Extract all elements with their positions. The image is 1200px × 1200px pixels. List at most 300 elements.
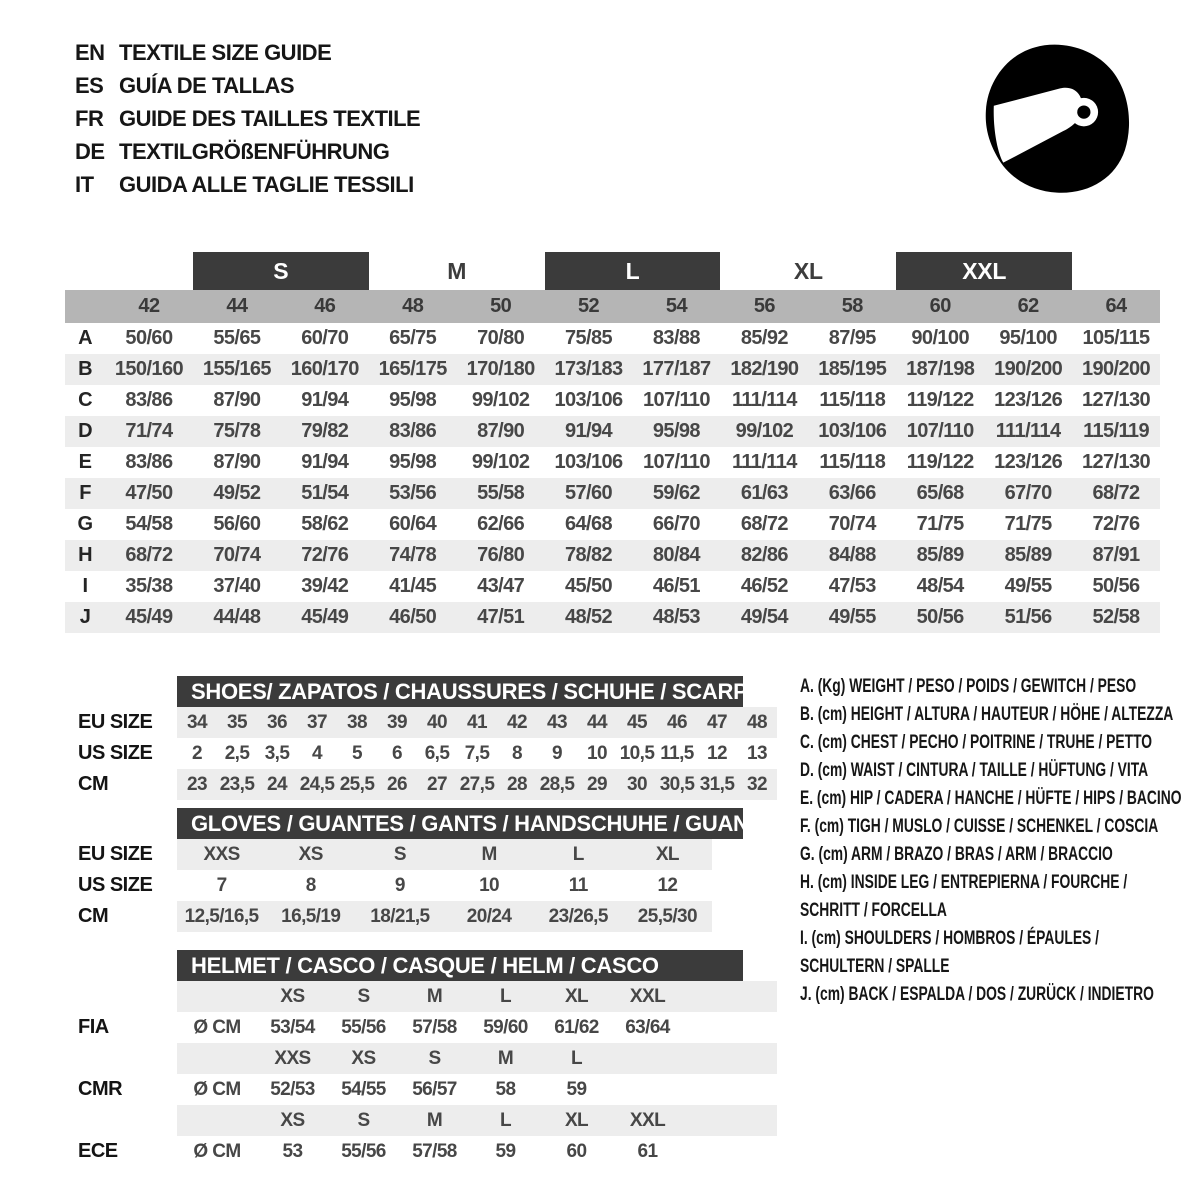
- section-row: [65, 769, 780, 800]
- row-values: [177, 1074, 777, 1105]
- cell: 23: [187, 773, 207, 795]
- cell: 50/56: [1092, 575, 1140, 597]
- cell: 45/50: [565, 575, 613, 597]
- cell: 190/200: [994, 358, 1063, 380]
- cell: 68/72: [1092, 482, 1140, 504]
- cell: 16,5/19: [281, 905, 341, 927]
- cell: 57/58: [412, 1140, 457, 1162]
- cell: 68/72: [740, 513, 788, 535]
- language-code: EN: [75, 40, 105, 65]
- cell: 70/74: [213, 544, 261, 566]
- cell: 155/165: [202, 358, 271, 380]
- cell: 34: [187, 711, 207, 733]
- shoes-section: [65, 676, 780, 800]
- cell: 55/58: [477, 482, 525, 504]
- legend-line: H. (cm) INSIDE LEG / ENTREPIERNA / FOURCHE /: [800, 871, 1128, 893]
- legend-line: C. (cm) CHEST / PECHO / POITRINE / TRUHE / PETTO: [800, 731, 1153, 753]
- row-letter: F: [79, 482, 91, 504]
- row-letter: C: [78, 389, 92, 411]
- legend-line: G. (cm) ARM / BRAZO / BRAS / ARM / BRACCIO: [800, 843, 1113, 865]
- cell: 57/60: [565, 482, 613, 504]
- cell: 115/119: [1083, 420, 1149, 442]
- cell: 99/102: [471, 451, 530, 473]
- language-row: [75, 36, 420, 69]
- cell: 2: [192, 742, 202, 764]
- legend-item: [800, 784, 1183, 812]
- cell: XS: [351, 1047, 376, 1069]
- row-letter: E: [78, 451, 92, 473]
- row-label: EU SIZE: [78, 711, 153, 733]
- legend-item: [800, 840, 1183, 868]
- cell: 119/122: [906, 451, 974, 473]
- cell: 28: [507, 773, 527, 795]
- size-group-l: L: [545, 252, 721, 290]
- cell: 60/64: [389, 513, 437, 535]
- table-row-j: [65, 602, 1160, 633]
- language-label: GUÍA DE TALLAS: [119, 73, 295, 98]
- cell: 48/53: [652, 606, 700, 628]
- numeric-size: 44: [226, 295, 248, 317]
- section-row: [65, 901, 780, 932]
- table-row-b: [65, 354, 1160, 385]
- language-row: [75, 135, 420, 168]
- row-label: [65, 1105, 177, 1136]
- cell: 55/65: [213, 327, 261, 349]
- cell: 7: [216, 874, 227, 896]
- cell: 111/114: [731, 389, 797, 411]
- row-label: ECE: [78, 1140, 118, 1162]
- row-values: [177, 1012, 777, 1043]
- legend-line: SCHULTERN / SPALLE: [800, 955, 950, 977]
- legend-item: [800, 672, 1183, 700]
- cell: 29: [587, 773, 607, 795]
- shoes-section-title: SHOES/ ZAPATOS / CHAUSSURES / SCHUHE / SCARPE: [177, 676, 743, 707]
- cell: 70/80: [477, 327, 525, 349]
- cell: 12,5/16,5: [184, 905, 259, 927]
- cell: 49/52: [213, 482, 261, 504]
- row-values: [177, 839, 712, 870]
- cell: 50/56: [916, 606, 964, 628]
- numeric-size: 46: [314, 295, 336, 317]
- cell: 4: [312, 742, 322, 764]
- cell: 48/54: [916, 575, 964, 597]
- cell: 111/114: [731, 451, 797, 473]
- row-values: [177, 1136, 777, 1167]
- cell: 13: [747, 742, 767, 764]
- section-row: [65, 707, 780, 738]
- cell: 90/100: [911, 327, 969, 349]
- cell: [612, 1043, 683, 1074]
- cell: M: [481, 843, 497, 865]
- table-row-g: [65, 509, 1160, 540]
- row-letter: I: [82, 575, 88, 597]
- cell: 49/55: [1004, 575, 1052, 597]
- cell: 63/66: [828, 482, 876, 504]
- row-values: [177, 901, 712, 932]
- language-row: [75, 69, 420, 102]
- section-row: [65, 1105, 780, 1136]
- legend-line: D. (cm) WAIST / CINTURA / TAILLE / HÜFTUNG / VITA: [800, 759, 1149, 781]
- language-row: [75, 102, 420, 135]
- cell: 87/90: [213, 389, 261, 411]
- section-row: [65, 1136, 780, 1167]
- cell: 185/195: [818, 358, 887, 380]
- section-row: [65, 1012, 780, 1043]
- section-row: [65, 1043, 780, 1074]
- cell: 85/89: [1004, 544, 1052, 566]
- cell: 115/118: [819, 389, 886, 411]
- legend-line: B. (cm) HEIGHT / ALTURA / HAUTEUR / HÖHE / ALTEZZA: [800, 703, 1174, 725]
- cell: 7,5: [464, 742, 490, 764]
- cell: 115/118: [819, 451, 886, 473]
- cell: 24: [267, 773, 287, 795]
- cell: 47/53: [828, 575, 876, 597]
- row-label: [65, 981, 177, 1012]
- cell: 56/60: [213, 513, 261, 535]
- cell: 61: [637, 1140, 658, 1162]
- cell: XS: [298, 843, 323, 865]
- section-row: [65, 738, 780, 769]
- cell: Ø CM: [193, 1140, 241, 1162]
- size-group-s: S: [193, 252, 369, 290]
- cell: 5: [352, 742, 362, 764]
- table-row-c: [65, 385, 1160, 416]
- cell: 31,5: [699, 773, 735, 795]
- cell: M: [426, 985, 443, 1007]
- cell: 55/56: [341, 1140, 386, 1162]
- cell: 60: [566, 1140, 587, 1162]
- cell: 50/60: [125, 327, 173, 349]
- measurement-legend: [800, 672, 1200, 1008]
- cell: 65/68: [916, 482, 964, 504]
- cell: 57/58: [412, 1016, 457, 1038]
- cell: 41/45: [389, 575, 437, 597]
- row-letter: H: [78, 544, 92, 566]
- cell: 25,5: [339, 773, 375, 795]
- row-values: [177, 707, 777, 738]
- cell: 61/62: [554, 1016, 599, 1038]
- cell: 11: [568, 874, 588, 896]
- cell: 83/86: [125, 451, 173, 473]
- cell: 127/130: [1081, 451, 1151, 473]
- cell: 39: [387, 711, 407, 733]
- language-label: GUIDA ALLE TAGLIE TESSILI: [119, 172, 414, 197]
- cell: 59: [495, 1140, 516, 1162]
- cell: 91/94: [301, 389, 349, 411]
- cell: 160/170: [290, 358, 359, 380]
- row-label: US SIZE: [78, 742, 153, 764]
- legend-item: [800, 756, 1183, 784]
- cell: 30: [627, 773, 647, 795]
- cell: 23/26,5: [548, 905, 608, 927]
- cell: 47: [707, 711, 727, 733]
- size-group-xxl: XXL: [896, 252, 1072, 290]
- numeric-size: 62: [1017, 295, 1039, 317]
- cell: 74/78: [389, 544, 437, 566]
- cell: 12: [707, 742, 727, 764]
- cell: 52/58: [1092, 606, 1140, 628]
- cell: 10,5: [619, 742, 655, 764]
- cell: 105/115: [1082, 327, 1150, 349]
- cell: 103/106: [818, 420, 887, 442]
- section-row: [65, 870, 780, 901]
- cell: M: [426, 1109, 443, 1131]
- cell: 187/198: [906, 358, 975, 380]
- language-code: ES: [75, 73, 104, 98]
- section-row: [65, 1074, 780, 1105]
- cell: 170/180: [466, 358, 535, 380]
- cell: M: [497, 1047, 514, 1069]
- cell: 44/48: [213, 606, 261, 628]
- cell: 48/52: [565, 606, 613, 628]
- cell: 46/50: [389, 606, 437, 628]
- legend-item: [800, 980, 1183, 1008]
- cell: L: [499, 985, 511, 1007]
- cell: 36: [267, 711, 287, 733]
- numeric-size: 60: [929, 295, 951, 317]
- cell: 59/62: [652, 482, 700, 504]
- table-row-a: [65, 323, 1160, 354]
- cell: 72/76: [301, 544, 349, 566]
- cell: 27: [427, 773, 447, 795]
- cell: 103/106: [554, 451, 623, 473]
- cell: 85/89: [916, 544, 964, 566]
- cell: 95/98: [652, 420, 700, 442]
- language-code: IT: [75, 172, 94, 197]
- cell: 49/54: [740, 606, 788, 628]
- language-code: FR: [75, 106, 104, 131]
- gloves-section: [65, 808, 780, 932]
- cell: 58/62: [301, 513, 349, 535]
- numeric-size: 56: [753, 295, 775, 317]
- cell: 53/56: [389, 482, 437, 504]
- cell: XXS: [274, 1047, 311, 1069]
- cell: 123/126: [994, 451, 1063, 473]
- cell: 59: [566, 1078, 587, 1100]
- row-label: [65, 1043, 177, 1074]
- table-row-i: [65, 571, 1160, 602]
- row-label: EU SIZE: [78, 843, 153, 865]
- row-letter: D: [78, 420, 92, 442]
- cell: 20/24: [466, 905, 512, 927]
- cell: 87/90: [213, 451, 261, 473]
- cell: 119/122: [906, 389, 974, 411]
- cell: 48: [747, 711, 767, 733]
- cell: 76/80: [477, 544, 525, 566]
- cell: 18/21,5: [370, 905, 430, 927]
- row-values: [177, 870, 712, 901]
- cell: 35: [227, 711, 247, 733]
- cell: XL: [655, 843, 679, 865]
- cell: 107/110: [642, 451, 710, 473]
- cell: 39/42: [301, 575, 349, 597]
- cell: 71/75: [916, 513, 964, 535]
- cell: 3,5: [264, 742, 290, 764]
- cell: 25,5/30: [637, 905, 697, 927]
- cell: 30,5: [659, 773, 695, 795]
- cell: 45/49: [125, 606, 173, 628]
- cell: 65/75: [389, 327, 437, 349]
- cell: 83/86: [389, 420, 437, 442]
- row-label: CM: [78, 773, 109, 795]
- cell: 87/91: [1092, 544, 1140, 566]
- cell: 46/51: [652, 575, 700, 597]
- cell: 173/183: [554, 358, 623, 380]
- cell: 24,5: [299, 773, 335, 795]
- cell: 54/55: [341, 1078, 386, 1100]
- numeric-size-row: [65, 290, 1160, 323]
- cell: L: [570, 1047, 582, 1069]
- cell: 80/84: [652, 544, 700, 566]
- cell: 53/54: [270, 1016, 315, 1038]
- cell: 123/126: [994, 389, 1063, 411]
- cell: XXL: [629, 1109, 666, 1131]
- legend-item: [800, 868, 1183, 924]
- numeric-size: 54: [665, 295, 687, 317]
- language-row: [75, 168, 420, 201]
- numeric-size: 64: [1105, 295, 1127, 317]
- cell: 43/47: [477, 575, 525, 597]
- legend-line: A. (Kg) WEIGHT / PESO / POIDS / GEWITCH / PESO: [800, 675, 1137, 697]
- cell: 190/200: [1081, 358, 1151, 380]
- cell: 59/60: [483, 1016, 528, 1038]
- cell: S: [393, 843, 406, 865]
- cell: 52/53: [270, 1078, 315, 1100]
- cell: XXS: [203, 843, 240, 865]
- cell: XS: [280, 1109, 305, 1131]
- row-label: CMR: [78, 1078, 123, 1100]
- cell: 55/56: [341, 1016, 386, 1038]
- legend-line: F. (cm) TIGH / MUSLO / CUISSE / SCHENKEL / COSCIA: [800, 815, 1159, 837]
- size-group-header-row: [65, 252, 1160, 290]
- section-row: [65, 839, 780, 870]
- cell: 78/82: [565, 544, 613, 566]
- cell: 87/90: [477, 420, 525, 442]
- size-group-m: M: [447, 257, 467, 284]
- gloves-section-title: GLOVES / GUANTES / GANTS / HANDSCHUHE / GUANTI: [177, 808, 743, 839]
- cell: 47/51: [477, 606, 525, 628]
- language-label: GUIDE DES TAILLES TEXTILE: [119, 106, 421, 131]
- section-row: [65, 981, 780, 1012]
- cell: 67/70: [1004, 482, 1052, 504]
- cell: 83/88: [652, 327, 700, 349]
- cell: 99/102: [735, 420, 794, 442]
- cell: 177/187: [642, 358, 711, 380]
- cell: 45/49: [301, 606, 349, 628]
- row-letter: B: [78, 358, 92, 380]
- legend-item: [800, 812, 1183, 840]
- table-row-f: [65, 478, 1160, 509]
- helmet-section-title: HELMET / CASCO / CASQUE / HELM / CASCO: [177, 950, 743, 981]
- numeric-size: 48: [402, 295, 424, 317]
- cell: 42: [507, 711, 527, 733]
- cell: L: [572, 843, 584, 865]
- table-row-d: [65, 416, 1160, 447]
- cell: 71/75: [1004, 513, 1052, 535]
- cell: 54/58: [125, 513, 173, 535]
- row-label: US SIZE: [78, 874, 153, 896]
- cell: 8: [512, 742, 522, 764]
- cell: 2,5: [224, 742, 250, 764]
- helmet-icon: [978, 36, 1136, 204]
- cell: 85/92: [740, 327, 788, 349]
- cell: 43: [547, 711, 567, 733]
- cell: 107/110: [642, 389, 710, 411]
- cell: 107/110: [906, 420, 974, 442]
- cell: 49/55: [828, 606, 876, 628]
- cell: 64/68: [565, 513, 613, 535]
- cell: 62/66: [477, 513, 525, 535]
- table-row-h: [65, 540, 1160, 571]
- cell: 60/70: [301, 327, 349, 349]
- numeric-size: 42: [138, 295, 160, 317]
- row-label: CM: [78, 905, 109, 927]
- cell: 37: [307, 711, 327, 733]
- legend-line: E. (cm) HIP / CADERA / HANCHE / HÜFTE / HIPS / BACINO: [800, 787, 1182, 809]
- numeric-size: 52: [578, 295, 600, 317]
- cell: 61/63: [740, 482, 788, 504]
- cell: 8: [305, 874, 316, 896]
- cell: S: [428, 1047, 441, 1069]
- language-label: TEXTILE SIZE GUIDE: [119, 40, 332, 65]
- row-values: [177, 1105, 777, 1136]
- language-code: DE: [75, 139, 105, 164]
- cell: 82/86: [740, 544, 788, 566]
- row-values: [177, 738, 777, 769]
- row-letter: G: [77, 513, 93, 535]
- cell: 66/70: [652, 513, 700, 535]
- cell: XL: [564, 985, 589, 1007]
- cell: 91/94: [565, 420, 613, 442]
- legend-item: [800, 728, 1183, 756]
- cell: 72/76: [1092, 513, 1140, 535]
- cell: 103/106: [554, 389, 623, 411]
- cell: 71/74: [125, 420, 173, 442]
- row-letter: A: [78, 327, 92, 349]
- cell: 70/74: [828, 513, 876, 535]
- cell: 10: [479, 874, 500, 896]
- cell: 150/160: [114, 358, 183, 380]
- cell: 46: [667, 711, 687, 733]
- corner-cell: [65, 290, 105, 323]
- language-title-block: [75, 36, 420, 201]
- cell: 165/175: [378, 358, 447, 380]
- cell: 11,5: [660, 742, 694, 764]
- cell: L: [499, 1109, 511, 1131]
- cell: 99/102: [471, 389, 530, 411]
- cell: [177, 1105, 257, 1136]
- helmet-section: [65, 950, 780, 1167]
- cell: 91/94: [301, 451, 349, 473]
- cell: 75/78: [213, 420, 261, 442]
- cell: 35/38: [125, 575, 173, 597]
- cell: 10: [587, 742, 607, 764]
- cell: S: [357, 1109, 370, 1131]
- legend-item: [800, 924, 1183, 980]
- row-values: [177, 981, 777, 1012]
- cell: 83/86: [125, 389, 173, 411]
- cell: 56/57: [412, 1078, 457, 1100]
- cell: 46/52: [740, 575, 788, 597]
- cell: 87/95: [828, 327, 876, 349]
- main-size-table: [65, 252, 1160, 633]
- cell: 12: [657, 874, 678, 896]
- language-label: TEXTILGRÖßENFÜHRUNG: [119, 139, 390, 164]
- numeric-size: 58: [841, 295, 863, 317]
- cell: 6,5: [424, 742, 450, 764]
- cell: 182/190: [730, 358, 799, 380]
- cell: 32: [747, 773, 767, 795]
